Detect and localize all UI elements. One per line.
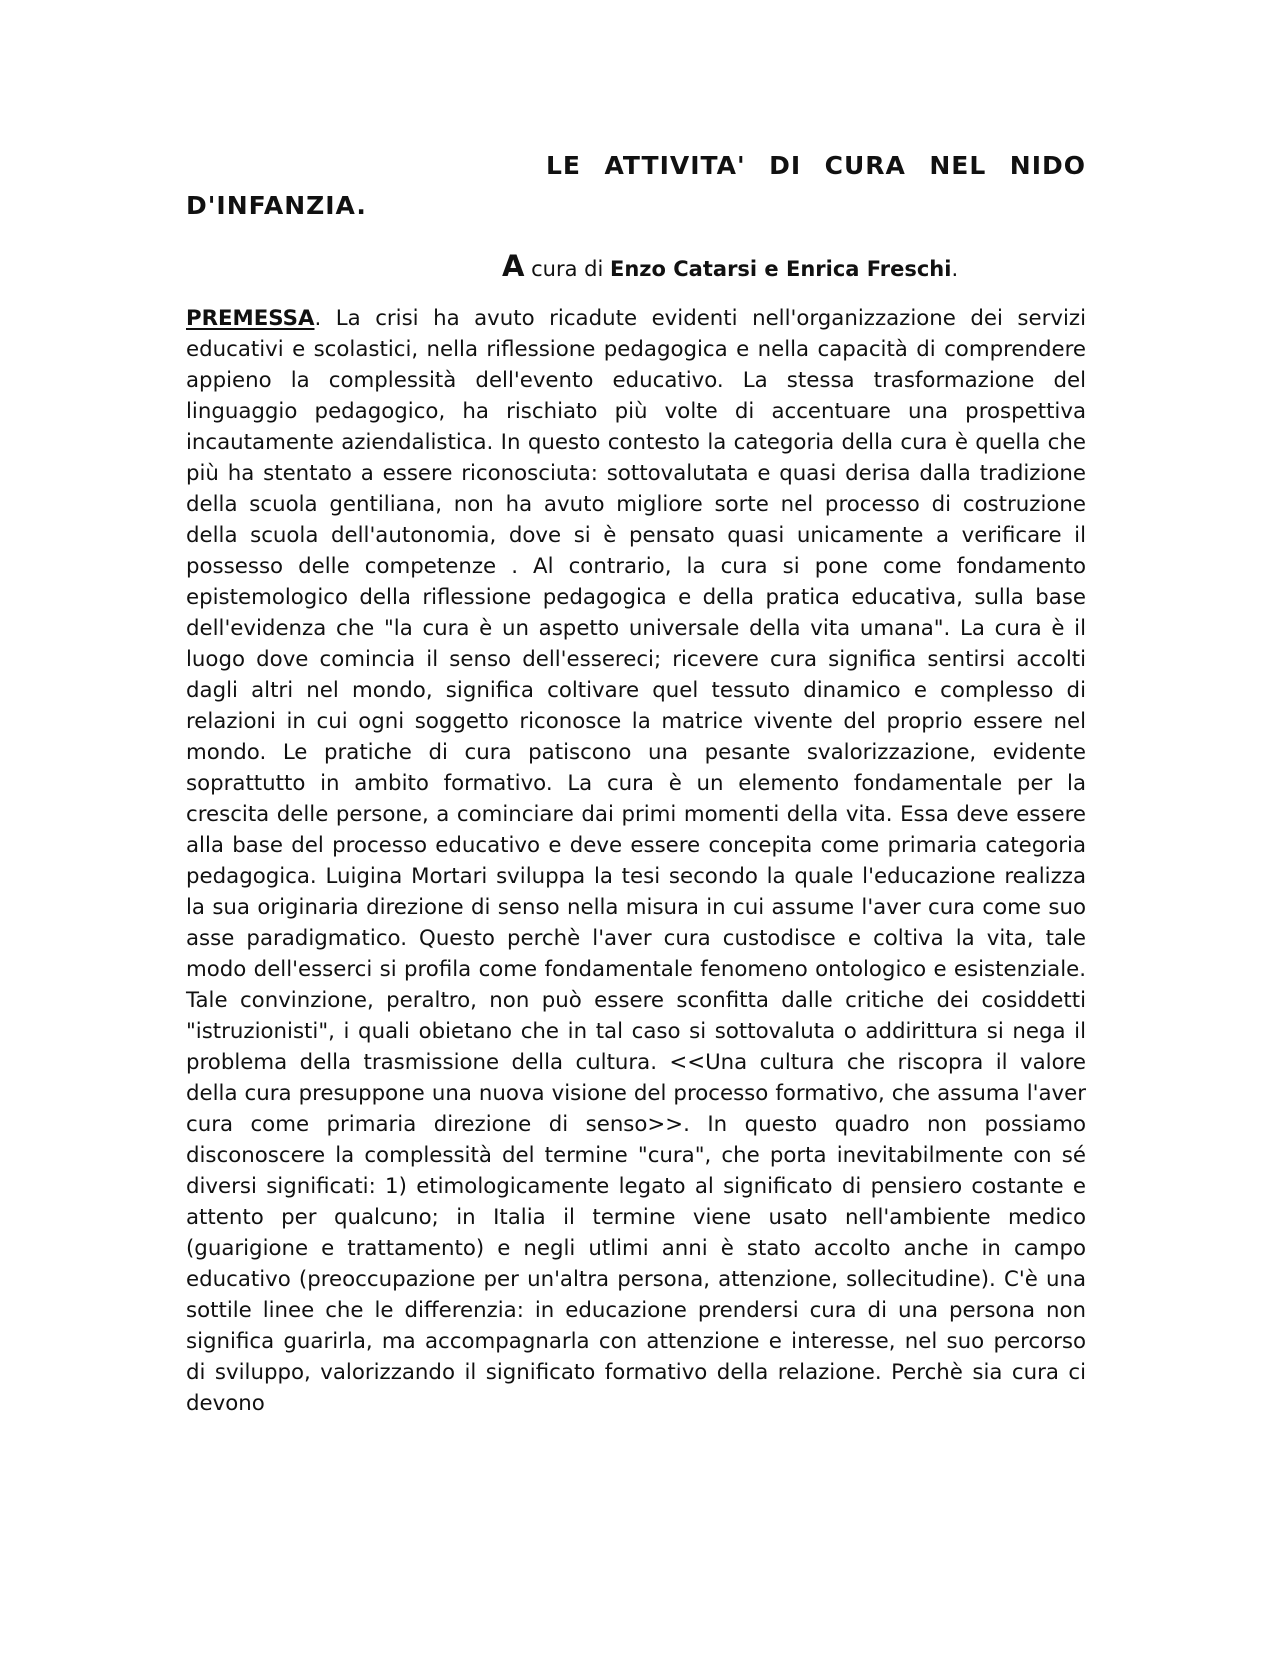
section-heading-suffix: . — [314, 306, 336, 331]
document-title: LE ATTIVITA' DI CURA NEL NIDO D'INFANZIA. — [186, 151, 1086, 220]
byline-authors: Enzo Catarsi e Enrica Freschi — [610, 257, 952, 281]
premessa-paragraph — [186, 303, 1086, 1419]
byline-prefix: cura di — [524, 257, 611, 281]
byline-suffix: . — [951, 257, 959, 281]
byline — [186, 250, 1086, 285]
section-body-text: La crisi ha avuto ricadute evidenti nell'organizzazione dei servizi educativi e scolastici, nella riflessione pedagogica e nella capacità di comprendere appieno la complessità dell'evento educativo. La stessa trasformazione del linguaggio pedagogico, ha rischiato più volte di accentuare una prospettiva incautamente aziendalistica. In questo contesto la categoria della cura è quella che più ha stentato a essere riconosciuta: sottovalutata e quasi derisa dalla tradizione della scuola gentiliana, non ha avuto migliore sorte nel processo di costruzione della scuola dell'autonomia, dove si è pensato quasi unicamente a verificare il possesso delle competenze . Al contrario, la cura si pone come fondamento epistemologico della riflessione pedagogica e della pratica educativa, sulla base dell'evidenza che "la cura è un aspetto universale della vita umana". La cura è il luogo dove comincia il senso dell'essereci; ricevere cura significa sentirsi accolti dagli altri nel mondo, significa coltivare quel tessuto dinamico e complesso di relazioni in cui ogni soggetto riconosce la matrice vivente del proprio essere nel mondo. Le pratiche di cura patiscono una pesante svalorizzazione, evidente soprattutto in ambito formativo. La cura è un elemento fondamentale per la crescita delle persone, a cominciare dai primi momenti della vita. Essa deve essere alla base del processo educativo e deve essere concepita come primaria categoria pedagogica. Luigina Mortari sviluppa la tesi secondo la quale l'educazione realizza la sua originaria direzione di senso nella misura in cui assume l'aver cura come suo asse paradigmatico. Questo perchè l'aver cura custodisce e coltiva la vita, tale modo dell'esserci si profila come fondamentale fenomeno ontologico e esistenziale. Tale convinzione, peraltro, non può essere sconfitta dalle critiche dei cosiddetti "istruzionisti", i quali obietano che in tal caso si sottovaluta o addirittura si nega il problema della trasmissione della cultura. <<Una cultura che riscopra il valore della cura presuppone una nuova visione del processo formativo, che assuma l'aver cura come primaria direzione di senso>>. In questo quadro non possiamo disconoscere la complessità del termine "cura", che porta inevitabilmente con sé diversi significati: 1) etimologicamente legato al significato di pensiero costante e attento per qualcuno; in Italia il termine viene usato nell'ambiente medico (guarigione e trattamento) e negli utlimi anni è stato accolto anche in campo educativo (preoccupazione per un'altra persona, attenzione, sollecitudine). C'è una sottile linee che le differenzia: in educazione prendersi cura di una persona non significa guarirla, ma accompagnarla con attenzione e interesse, nel suo percorso di sviluppo, valorizzando il significato formativo della relazione. Perchè sia cura ci devono — [186, 306, 1086, 1416]
byline-initial: A — [502, 249, 525, 283]
document-page — [186, 146, 1086, 1419]
section-heading: PREMESSA — [186, 306, 315, 331]
